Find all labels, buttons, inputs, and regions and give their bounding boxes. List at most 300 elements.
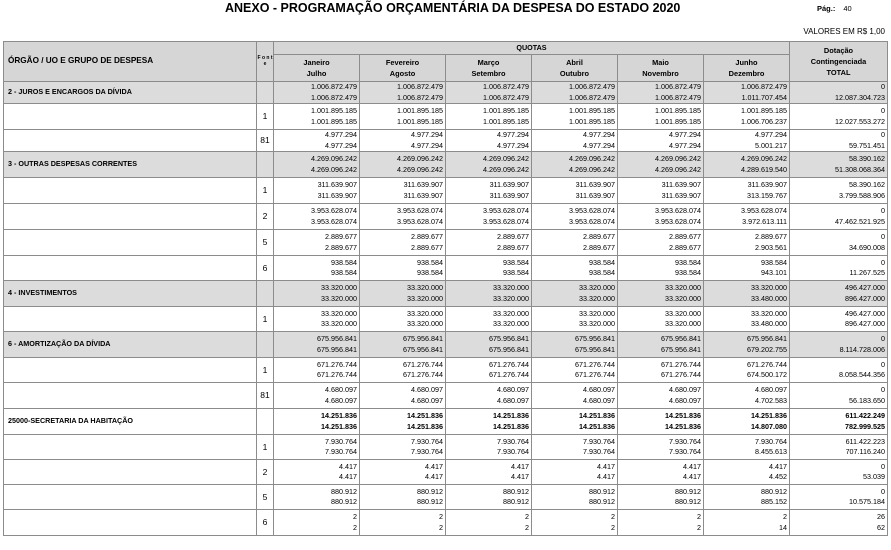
amount-value: 943.101 [761,268,787,277]
quota-cell [360,510,446,536]
amount-value: 2.903.561 [755,242,787,252]
amount-value: 885.152 [761,497,787,506]
amount-value: 938.584 [589,268,615,277]
amount-value: 33.480.000 [751,319,787,328]
month-name: Dezembro [728,69,765,78]
amount-value: 3.953.628.074 [741,206,787,215]
quota-cell [618,332,704,358]
quota-cell [446,510,532,536]
amount-value: 0 [881,82,885,91]
amount-value: 4.269.096.242 [397,164,443,174]
quota-cell [360,104,446,130]
dotacao-cell [790,256,888,281]
amount-value: 4.417 [425,461,443,471]
quota-cell [360,435,446,460]
quota-cell [618,383,704,409]
quota-cell [446,485,532,510]
amount-value: 33.320.000 [579,283,615,292]
amount-value: 611.422.223 [845,436,885,446]
report-title: ANEXO - PROGRAMAÇÃO ORÇAMENTÁRIA DA DESPESA DO ESTADO 2020 [225,1,681,15]
quota-cell [618,152,704,178]
amount-value: 4.680.097 [325,395,357,405]
amount-value: 896.427.000 [845,293,885,303]
fonte-code: 5 [257,230,274,256]
quota-cell [274,204,360,230]
amount-value: 675.956.841 [747,334,787,343]
quota-cell [532,178,618,204]
amount-value: 4.417 [597,461,615,471]
quota-cell [274,383,360,409]
amount-value: 2.889.677 [411,242,443,252]
amount-value: 3.972.613.111 [742,216,787,226]
amount-value: 880.912 [675,497,701,506]
amount-value: 8.114.728.006 [839,344,885,354]
quota-cell [618,256,704,281]
dotacao-cell [790,82,888,104]
amount-value: 3.953.628.074 [569,216,615,226]
unit-row [4,409,888,435]
amount-value: 311.639.907 [403,190,443,200]
dotacao-cell [790,152,888,178]
row-label [4,510,257,536]
amount-value: 671.276.744 [747,359,787,369]
amount-value: 675.956.841 [661,334,701,343]
quota-cell [446,281,532,307]
month-column-header [532,55,618,82]
quota-cell [704,152,790,178]
month-name: Agosto [389,69,416,78]
fonte-row [4,256,888,281]
amount-value: 7.930.764 [669,436,701,446]
amount-value: 4.417 [339,461,357,471]
amount-value: 3.953.628.074 [397,216,443,226]
month-name: Abril [566,58,583,67]
amount-value: 0 [881,206,885,215]
amount-value: 880.912 [503,486,529,496]
dotacao-cell [790,435,888,460]
quota-cell [532,204,618,230]
quota-cell [360,485,446,510]
quota-cell [704,130,790,152]
quota-cell [704,230,790,256]
amount-value: 1.001.895.185 [569,116,615,126]
amount-value: 4.417 [511,472,529,481]
fonte-column-header: F o n t e [257,42,274,82]
amount-value: 671.276.744 [489,359,529,369]
amount-value: 707.116.240 [845,447,885,456]
amount-value: 1.006.872.479 [483,82,529,91]
fonte-code [257,82,274,104]
quota-cell [532,307,618,332]
amount-value: 14.251.836 [579,411,615,420]
amount-value: 311.639.907 [661,180,701,189]
fonte-code: 81 [257,383,274,409]
amount-value: 938.584 [675,257,701,267]
amount-value: 675.956.841 [661,344,701,354]
quota-cell [360,152,446,178]
quota-cell [704,510,790,536]
group-row [4,332,888,358]
amount-value: 938.584 [503,268,529,277]
dotacao-cell [790,230,888,256]
amount-value: 3.953.628.074 [311,206,357,215]
quota-cell [532,510,618,536]
fonte-code: 1 [257,358,274,383]
amount-value: 2.889.677 [669,232,701,241]
amount-value: 938.584 [331,268,357,277]
amount-value: 1.006.872.479 [741,82,787,91]
page-indicator [817,4,852,13]
amount-value: 675.956.841 [403,334,443,343]
amount-value: 33.320.000 [407,308,443,318]
quota-cell [704,104,790,130]
quota-cell [360,178,446,204]
amount-value: 33.320.000 [665,283,701,292]
amount-value: 0 [881,257,885,267]
amount-value: 14.251.836 [321,411,357,420]
quota-cell [446,358,532,383]
amount-value: 880.912 [331,497,357,506]
quota-cell [704,358,790,383]
quota-cell [360,230,446,256]
month-name: Novembro [642,69,679,78]
amount-value: 3.953.628.074 [311,216,357,226]
amount-value: 938.584 [417,268,443,277]
fonte-code [257,152,274,178]
amount-value: 0 [881,232,885,241]
fonte-row [4,130,888,152]
amount-value: 1.006.872.479 [569,92,615,102]
quota-cell [446,383,532,409]
amount-value: 7.930.764 [583,447,615,456]
amount-value: 2 [697,522,701,532]
group-row [4,281,888,307]
quota-cell [360,204,446,230]
amount-value: 10.575.184 [849,497,885,506]
quota-cell [274,178,360,204]
quota-cell [618,281,704,307]
amount-value: 3.953.628.074 [655,216,701,226]
amount-value: 311.639.907 [317,180,357,189]
fonte-row [4,204,888,230]
amount-value: 1.001.895.185 [397,106,443,115]
amount-value: 880.912 [417,497,443,506]
amount-value: 7.930.764 [325,447,357,456]
dotacao-cell [790,409,888,435]
amount-value: 1.011.707.454 [741,92,787,102]
amount-value: 1.006.872.479 [311,82,357,91]
quota-cell [618,409,704,435]
amount-value: 880.912 [503,497,529,506]
amount-value: 7.930.764 [669,447,701,456]
amount-value: 880.912 [589,497,615,506]
amount-value: 7.930.764 [497,447,529,456]
amount-value: 33.320.000 [665,319,701,328]
amount-value: 4.680.097 [411,395,443,405]
amount-value: 1.001.895.185 [569,106,615,115]
quota-cell [446,435,532,460]
amount-value: 4.977.294 [497,140,529,150]
report-header [0,0,891,42]
amount-value: 4.417 [683,461,701,471]
amount-value: 33.320.000 [579,293,615,303]
dotacao-cell [790,104,888,130]
amount-value: 938.584 [761,257,787,267]
amount-value: 33.320.000 [407,293,443,303]
quota-cell [532,130,618,152]
amount-value: 4.417 [769,461,787,471]
amount-value: 1.006.872.479 [655,82,701,91]
quota-cell [704,460,790,485]
amount-value: 671.276.744 [317,359,357,369]
amount-value: 1.006.872.479 [397,82,443,91]
amount-value: 14.251.836 [665,411,701,420]
quota-cell [360,307,446,332]
quota-cell [446,460,532,485]
amount-value: 313.159.767 [747,190,787,200]
row-label [4,230,257,256]
amount-value: 33.320.000 [321,319,357,328]
dotacao-line: TOTAL [826,68,851,77]
amount-value: 33.320.000 [407,283,443,292]
amount-value: 880.912 [417,486,443,496]
amount-value: 311.639.907 [403,180,443,189]
quota-cell [704,332,790,358]
fonte-code: 1 [257,104,274,130]
quota-cell [274,104,360,130]
month-column-header [360,55,446,82]
quota-cell [704,256,790,281]
amount-value: 671.276.744 [403,359,443,369]
amount-value: 2 [439,522,443,532]
amount-value: 33.320.000 [579,308,615,318]
amount-value: 3.953.628.074 [483,216,529,226]
amount-value: 675.956.841 [575,334,615,343]
quota-cell [274,332,360,358]
amount-value: 311.639.907 [575,190,615,200]
amount-value: 7.930.764 [411,436,443,446]
amount-value: 33.320.000 [665,308,701,318]
page-number: 40 [843,4,852,13]
amount-value: 58.390.162 [849,180,885,189]
quota-cell [274,435,360,460]
quota-cell [704,178,790,204]
amount-value: 4.977.294 [325,140,357,150]
amount-value: 14.807.080 [751,421,787,431]
amount-value: 1.001.895.185 [311,116,357,126]
amount-value: 1.001.895.185 [397,116,443,126]
quota-cell [532,332,618,358]
amount-value: 14 [779,522,787,532]
quota-cell [274,510,360,536]
amount-value: 3.953.628.074 [397,206,443,215]
amount-value: 4.680.097 [669,395,701,405]
month-name: Julho [306,69,327,78]
quota-cell [532,485,618,510]
amount-value: 4.680.097 [497,395,529,405]
amount-value: 51.308.068.364 [835,164,885,174]
quota-cell [446,82,532,104]
amount-value: 26 [877,512,885,521]
row-label [4,460,257,485]
amount-value: 2 [611,522,615,532]
row-label: 25000-SECRETARIA DA HABITAÇÃO [4,409,257,435]
row-label: 2 - JUROS E ENCARGOS DA DÍVIDA [4,82,257,104]
row-label [4,104,257,130]
fonte-row [4,307,888,332]
amount-value: 33.320.000 [321,308,357,318]
quota-cell [446,178,532,204]
fonte-code: 6 [257,510,274,536]
dotacao-cell [790,178,888,204]
quota-cell [532,409,618,435]
amount-value: 4.269.096.242 [741,154,787,163]
amount-value: 0 [881,461,885,471]
amount-value: 675.956.841 [403,344,443,354]
fonte-code: 1 [257,178,274,204]
quota-cell [704,485,790,510]
quota-cell [618,435,704,460]
group-row [4,152,888,178]
amount-value: 311.639.907 [489,190,529,200]
amount-value: 0 [881,130,885,139]
month-column-header [274,55,360,82]
amount-value: 4.680.097 [583,385,615,394]
quota-cell [618,104,704,130]
amount-value: 1.001.895.185 [741,106,787,115]
amount-value: 4.977.294 [583,140,615,150]
amount-value: 53.039 [863,472,885,481]
amount-value: 11.267.525 [849,268,885,277]
amount-value: 4.269.096.242 [655,164,701,174]
amount-value: 880.912 [675,486,701,496]
page-label: Pág.: [817,4,836,13]
quota-cell [704,409,790,435]
amount-value: 671.276.744 [575,370,615,379]
month-column-header [618,55,704,82]
amount-value: 7.930.764 [583,436,615,446]
quota-cell [618,130,704,152]
amount-value: 14.251.836 [321,421,357,431]
amount-value: 2 [697,512,701,521]
quota-cell [618,204,704,230]
quota-cell [532,230,618,256]
amount-value: 0 [881,106,885,115]
row-label [4,358,257,383]
amount-value: 675.956.841 [489,334,529,343]
amount-value: 1.006.872.479 [655,92,701,102]
amount-value: 2.889.677 [325,232,357,241]
dotacao-column-header [790,42,888,82]
dotacao-cell [790,460,888,485]
amount-value: 2.889.677 [497,232,529,241]
quota-cell [618,510,704,536]
amount-value: 33.320.000 [493,283,529,292]
month-name: Fevereiro [385,58,420,67]
amount-value: 880.912 [331,486,357,496]
amount-value: 7.930.764 [755,436,787,446]
quota-cell [360,358,446,383]
amount-value: 33.320.000 [321,283,357,292]
amount-value: 0 [881,385,885,394]
amount-value: 2 [439,512,443,521]
fonte-row [4,383,888,409]
amount-value: 14.251.836 [493,411,529,420]
quota-cell [618,178,704,204]
dotacao-cell [790,358,888,383]
dotacao-cell [790,332,888,358]
quota-cell [618,82,704,104]
quota-cell [618,230,704,256]
amount-value: 4.417 [597,472,615,481]
row-label: 3 - OUTRAS DESPESAS CORRENTES [4,152,257,178]
dotacao-cell [790,510,888,536]
amount-value: 4.680.097 [755,385,787,394]
amount-value: 4.977.294 [497,130,529,139]
row-label [4,307,257,332]
quota-cell [360,82,446,104]
amount-value: 311.639.907 [317,190,357,200]
amount-value: 2.889.677 [497,242,529,252]
amount-value: 0 [881,359,885,369]
amount-value: 4.417 [511,461,529,471]
amount-value: 14.251.836 [579,421,615,431]
amount-value: 34.690.008 [849,242,885,252]
amount-value: 14.251.836 [665,421,701,431]
month-column-header [446,55,532,82]
quota-cell [360,281,446,307]
amount-value: 1.006.706.237 [741,116,787,126]
amount-value: 1.001.895.185 [655,106,701,115]
amount-value: 938.584 [675,268,701,277]
amount-value: 671.276.744 [317,370,357,379]
amount-value: 674.500.172 [747,370,787,379]
amount-value: 62 [877,522,885,532]
quota-cell [532,460,618,485]
amount-value: 4.977.294 [755,130,787,139]
amount-value: 4.680.097 [583,395,615,405]
amount-value: 4.680.097 [325,385,357,394]
amount-value: 938.584 [589,257,615,267]
amount-value: 0 [881,486,885,496]
amount-value: 33.320.000 [321,293,357,303]
quota-cell [274,281,360,307]
fonte-row [4,435,888,460]
amount-value: 14.251.836 [407,411,443,420]
quota-cell [446,307,532,332]
fonte-code: 5 [257,485,274,510]
quota-cell [704,82,790,104]
amount-value: 1.006.872.479 [483,92,529,102]
amount-value: 1.001.895.185 [483,116,529,126]
amount-value: 8.455.613 [755,447,787,456]
amount-value: 33.320.000 [665,293,701,303]
row-label [4,435,257,460]
group-row [4,82,888,104]
amount-value: 671.276.744 [661,370,701,379]
amount-value: 7.930.764 [325,436,357,446]
quota-cell [618,358,704,383]
quota-cell [360,409,446,435]
fonte-code: 2 [257,460,274,485]
quota-cell [704,204,790,230]
quota-cell [446,130,532,152]
amount-value: 4.977.294 [411,140,443,150]
month-column-header [704,55,790,82]
amount-value: 33.320.000 [493,319,529,328]
amount-value: 311.639.907 [661,190,701,200]
amount-value: 1.006.872.479 [397,92,443,102]
